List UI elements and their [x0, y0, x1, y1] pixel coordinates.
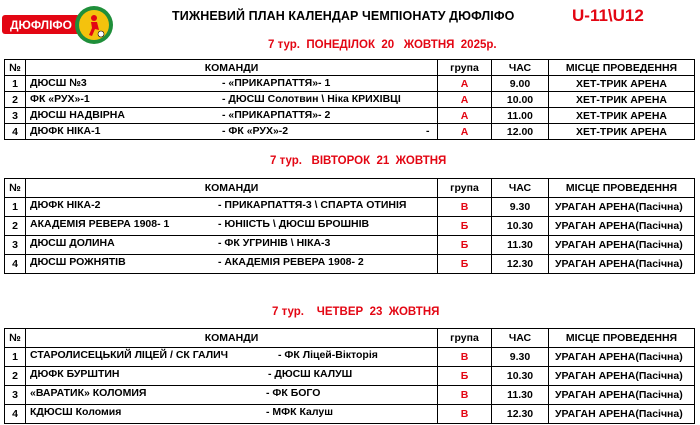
row-num: 2 — [5, 92, 26, 108]
table-row — [5, 236, 695, 255]
match-teams — [26, 386, 438, 405]
group-cell: А — [438, 76, 492, 92]
row-num: 4 — [5, 405, 26, 424]
match-teams — [26, 236, 438, 255]
row-num: 1 — [5, 348, 26, 367]
home-team: СТАРОЛИСЕЦЬКИЙ ЛІЦЕЙ / СК ГАЛИЧ — [30, 349, 229, 361]
col-teams: КОМАНДИ — [26, 179, 438, 198]
place-cell: УРАГАН АРЕНА(Пасічна) — [549, 198, 695, 217]
col-num: № — [5, 60, 26, 76]
logo-text: ДЮФЛІФО — [9, 18, 73, 32]
place-cell: ХЕТ-ТРИК АРЕНА — [549, 92, 695, 108]
place-cell: УРАГАН АРЕНА(Пасічна) — [549, 405, 695, 424]
extra-dash: - — [426, 125, 430, 137]
table-row — [5, 198, 695, 217]
round-1-title: 7 тур. ПОНЕДІЛОК 20 ЖОВТНЯ 2025р. — [268, 39, 497, 51]
col-place: МІСЦЕ ПРОВЕДЕННЯ — [549, 60, 695, 76]
home-team: ДЮСШ №3 — [30, 77, 87, 89]
time-cell: 10.00 — [492, 92, 549, 108]
match-teams — [26, 76, 438, 92]
row-num: 3 — [5, 236, 26, 255]
page-title: ТИЖНЕВИЙ ПЛАН КАЛЕНДАР ЧЕМПІОНАТУ ДЮФЛІФО — [172, 9, 515, 23]
home-team: АКАДЕМІЯ РЕВЕРА 1908- 1 — [30, 218, 170, 230]
home-team: КДЮСШ Коломия — [30, 406, 122, 418]
group-cell: Б — [438, 367, 492, 386]
away-team: - ДЮСШ КАЛУШ — [268, 368, 353, 380]
place-cell: УРАГАН АРЕНА(Пасічна) — [549, 236, 695, 255]
time-cell: 10.30 — [492, 367, 549, 386]
group-cell: В — [438, 386, 492, 405]
dyuflifo-logo — [2, 2, 114, 48]
table-row — [5, 348, 695, 367]
row-num: 4 — [5, 255, 26, 274]
round-2-title: 7 тур. ВІВТОРОК 21 ЖОВТНЯ — [270, 155, 447, 167]
away-team: - ФК Ліцей-Вікторія — [278, 349, 378, 361]
time-cell: 12.30 — [492, 405, 549, 424]
row-num: 3 — [5, 108, 26, 124]
round-3-table — [4, 328, 695, 424]
table-row — [5, 367, 695, 386]
time-cell: 11.00 — [492, 108, 549, 124]
col-group: група — [438, 329, 492, 348]
col-teams: КОМАНДИ — [26, 329, 438, 348]
away-team: - ФК УГРИНІВ \ НІКА-3 — [218, 237, 331, 249]
match-teams — [26, 124, 438, 140]
group-cell: А — [438, 124, 492, 140]
time-cell: 12.00 — [492, 124, 549, 140]
place-cell: УРАГАН АРЕНА(Пасічна) — [549, 386, 695, 405]
time-cell: 9.00 — [492, 76, 549, 92]
away-team: - ЮНІІСТЬ \ ДЮСШ БРОШНІВ — [218, 218, 370, 230]
row-num: 2 — [5, 217, 26, 236]
place-cell: УРАГАН АРЕНА(Пасічна) — [549, 255, 695, 274]
group-cell: А — [438, 92, 492, 108]
away-team: - МФК Калуш — [266, 406, 333, 418]
home-team: ДЮФК НІКА-2 — [30, 199, 101, 211]
row-num: 1 — [5, 76, 26, 92]
time-cell: 11.30 — [492, 386, 549, 405]
match-teams — [26, 255, 438, 274]
col-time: ЧАС — [492, 179, 549, 198]
match-teams — [26, 348, 438, 367]
table-row — [5, 76, 695, 92]
time-cell: 10.30 — [492, 217, 549, 236]
place-cell: УРАГАН АРЕНА(Пасічна) — [549, 367, 695, 386]
col-num: № — [5, 179, 26, 198]
time-cell: 9.30 — [492, 198, 549, 217]
table-row — [5, 124, 695, 140]
place-cell: ХЕТ-ТРИК АРЕНА — [549, 108, 695, 124]
time-cell: 9.30 — [492, 348, 549, 367]
round-2-table — [4, 178, 695, 274]
group-cell: Б — [438, 217, 492, 236]
place-cell: УРАГАН АРЕНА(Пасічна) — [549, 217, 695, 236]
match-teams — [26, 405, 438, 424]
col-group: група — [438, 179, 492, 198]
col-time: ЧАС — [492, 60, 549, 76]
group-cell: В — [438, 348, 492, 367]
row-num: 2 — [5, 367, 26, 386]
place-cell: УРАГАН АРЕНА(Пасічна) — [549, 348, 695, 367]
col-place: МІСЦЕ ПРОВЕДЕННЯ — [549, 179, 695, 198]
row-num: 4 — [5, 124, 26, 140]
time-cell: 12.30 — [492, 255, 549, 274]
table-row — [5, 217, 695, 236]
table-header-row — [5, 60, 695, 76]
round-1-table — [4, 59, 695, 140]
away-team: - «ПРИКАРПАТТЯ»- 2 — [222, 109, 331, 121]
time-cell: 11.30 — [492, 236, 549, 255]
home-team: ДЮСШ РОЖНЯТІВ — [30, 256, 126, 268]
home-team: ДЮФК БУРШТИН — [30, 368, 120, 380]
match-teams — [26, 92, 438, 108]
table-header-row — [5, 179, 695, 198]
away-team: - «ПРИКАРПАТТЯ»- 1 — [222, 77, 331, 89]
home-team: ДЮСШ НАДВІРНА — [30, 109, 125, 121]
home-team: ДЮСШ ДОЛИНА — [30, 237, 115, 249]
table-row — [5, 255, 695, 274]
home-team: ДЮФК НІКА-1 — [30, 125, 101, 137]
home-team: «ВАРАТИК» КОЛОМИЯ — [30, 387, 147, 399]
col-group: група — [438, 60, 492, 76]
match-teams — [26, 217, 438, 236]
row-num: 3 — [5, 386, 26, 405]
table-row — [5, 386, 695, 405]
row-num: 1 — [5, 198, 26, 217]
home-team: ФК «РУХ»-1 — [30, 93, 90, 105]
away-team: - ФК БОГО — [266, 387, 321, 399]
group-cell: Б — [438, 236, 492, 255]
away-team: - ДЮСШ Солотвин \ Ніка КРИХІВЦІ — [222, 93, 401, 105]
round-3-title: 7 тур. ЧЕТВЕР 23 ЖОВТНЯ — [272, 306, 440, 318]
away-team: - ФК «РУХ»-2 — [222, 125, 289, 137]
table-header-row — [5, 329, 695, 348]
table-row — [5, 92, 695, 108]
match-teams — [26, 108, 438, 124]
col-place: МІСЦЕ ПРОВЕДЕННЯ — [549, 329, 695, 348]
group-cell: В — [438, 198, 492, 217]
match-teams — [26, 198, 438, 217]
col-num: № — [5, 329, 26, 348]
away-team: - АКАДЕМІЯ РЕВЕРА 1908- 2 — [218, 256, 364, 268]
col-time: ЧАС — [492, 329, 549, 348]
age-group-title: U-11\U12 — [572, 6, 644, 25]
group-cell: В — [438, 405, 492, 424]
table-row — [5, 108, 695, 124]
table-row — [5, 405, 695, 424]
col-teams: КОМАНДИ — [26, 60, 438, 76]
match-teams — [26, 367, 438, 386]
away-team: - ПРИКАРПАТТЯ-3 \ СПАРТА ОТИНІЯ — [218, 199, 407, 211]
place-cell: ХЕТ-ТРИК АРЕНА — [549, 124, 695, 140]
place-cell: ХЕТ-ТРИК АРЕНА — [549, 76, 695, 92]
group-cell: Б — [438, 255, 492, 274]
group-cell: А — [438, 108, 492, 124]
